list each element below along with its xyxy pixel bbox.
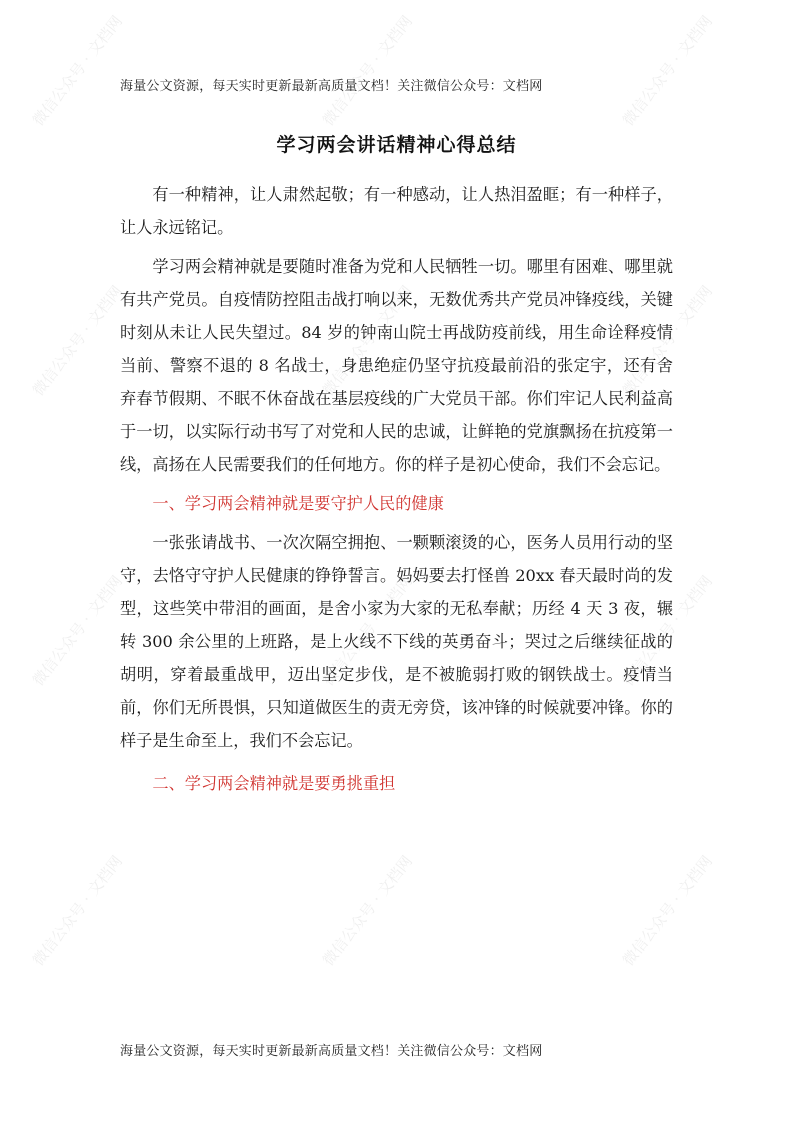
section-heading: 一、学习两会精神就是要守护人民的健康 (152, 494, 444, 513)
watermark: 微信公众号 · 文档网 (319, 12, 416, 130)
watermark: 微信公众号 · 文档网 (29, 572, 126, 690)
watermark: 微信公众号 · 文档网 (619, 12, 716, 130)
watermark: 微信公众号 · 文档网 (29, 282, 126, 400)
page-footer: 海量公文资源，每天实时更新最新高质量文档！关注微信公众号：文档网 (120, 1044, 543, 1059)
watermark: 微信公众号 · 文档网 (619, 572, 716, 690)
paragraph: 有一种精神，让人肃然起敬；有一种感动，让人热泪盈眶；有一种样子，让人永远铭记。 (120, 185, 673, 237)
section-heading: 二、学习两会精神就是要勇挑重担 (152, 774, 396, 793)
watermark: 微信公众号 · 文档网 (619, 282, 716, 400)
watermark: 微信公众号 · 文档网 (29, 852, 126, 970)
watermark: 微信公众号 · 文档网 (619, 852, 716, 970)
watermark: 微信公众号 · 文档网 (319, 282, 416, 400)
document-body (120, 178, 673, 806)
document-title: 学习两会讲话精神心得总结 (276, 134, 517, 156)
watermark: 微信公众号 · 文档网 (29, 12, 126, 130)
watermark: 微信公众号 · 文档网 (319, 572, 416, 690)
page-header: 海量公文资源，每天实时更新最新高质量文档！关注微信公众号：文档网 (120, 79, 543, 94)
watermark: 微信公众号 · 文档网 (319, 852, 416, 970)
paragraph: 学习两会精神就是要随时准备为党和人民牺牲一切。哪里有困难、哪里就有共产党员。自疫情防控阻击战打响以来，无数优秀共产党员冲锋疫线，关键时刻从未让人民失望过。84 岁的钟南山院士再战防疫前线，用生命诠释疫情当前、警察不退的 8 名战士，身患绝症仍坚守抗疫最前沿的张定宇，还有舍弃春节假期、不眠不休奋战在基层疫线的广大党员干部。你们牢记人民利益高于一切，以实际行动书写了对党和人民的忠诚，让鲜艳的党旗飘扬在抗疫第一线，高扬在人民需要我们的任何地方。你的样子是初心使命，我们不会忘记。 (120, 257, 673, 474)
paragraph: 一张张请战书、一次次隔空拥抱、一颗颗滚烫的心，医务人员用行动的坚守，去恪守守护人民健康的铮铮誓言。妈妈要去打怪兽 20xx 春天最时尚的发型，这些笑中带泪的画面，是舍小家为大家的无私奉献；历经 4 天 3 夜，辗转 300 余公里的上班路，是上火线不下线的英勇奋斗；哭过之后继续征战的胡明，穿着最重战甲，迈出坚定步伐，是不被脆弱打败的钢铁战士。疫情当前，你们无所畏惧，只知道做医生的责无旁贷，该冲锋的时候就要冲锋。你的样子是生命至上，我们不会忘记。 (120, 533, 673, 750)
